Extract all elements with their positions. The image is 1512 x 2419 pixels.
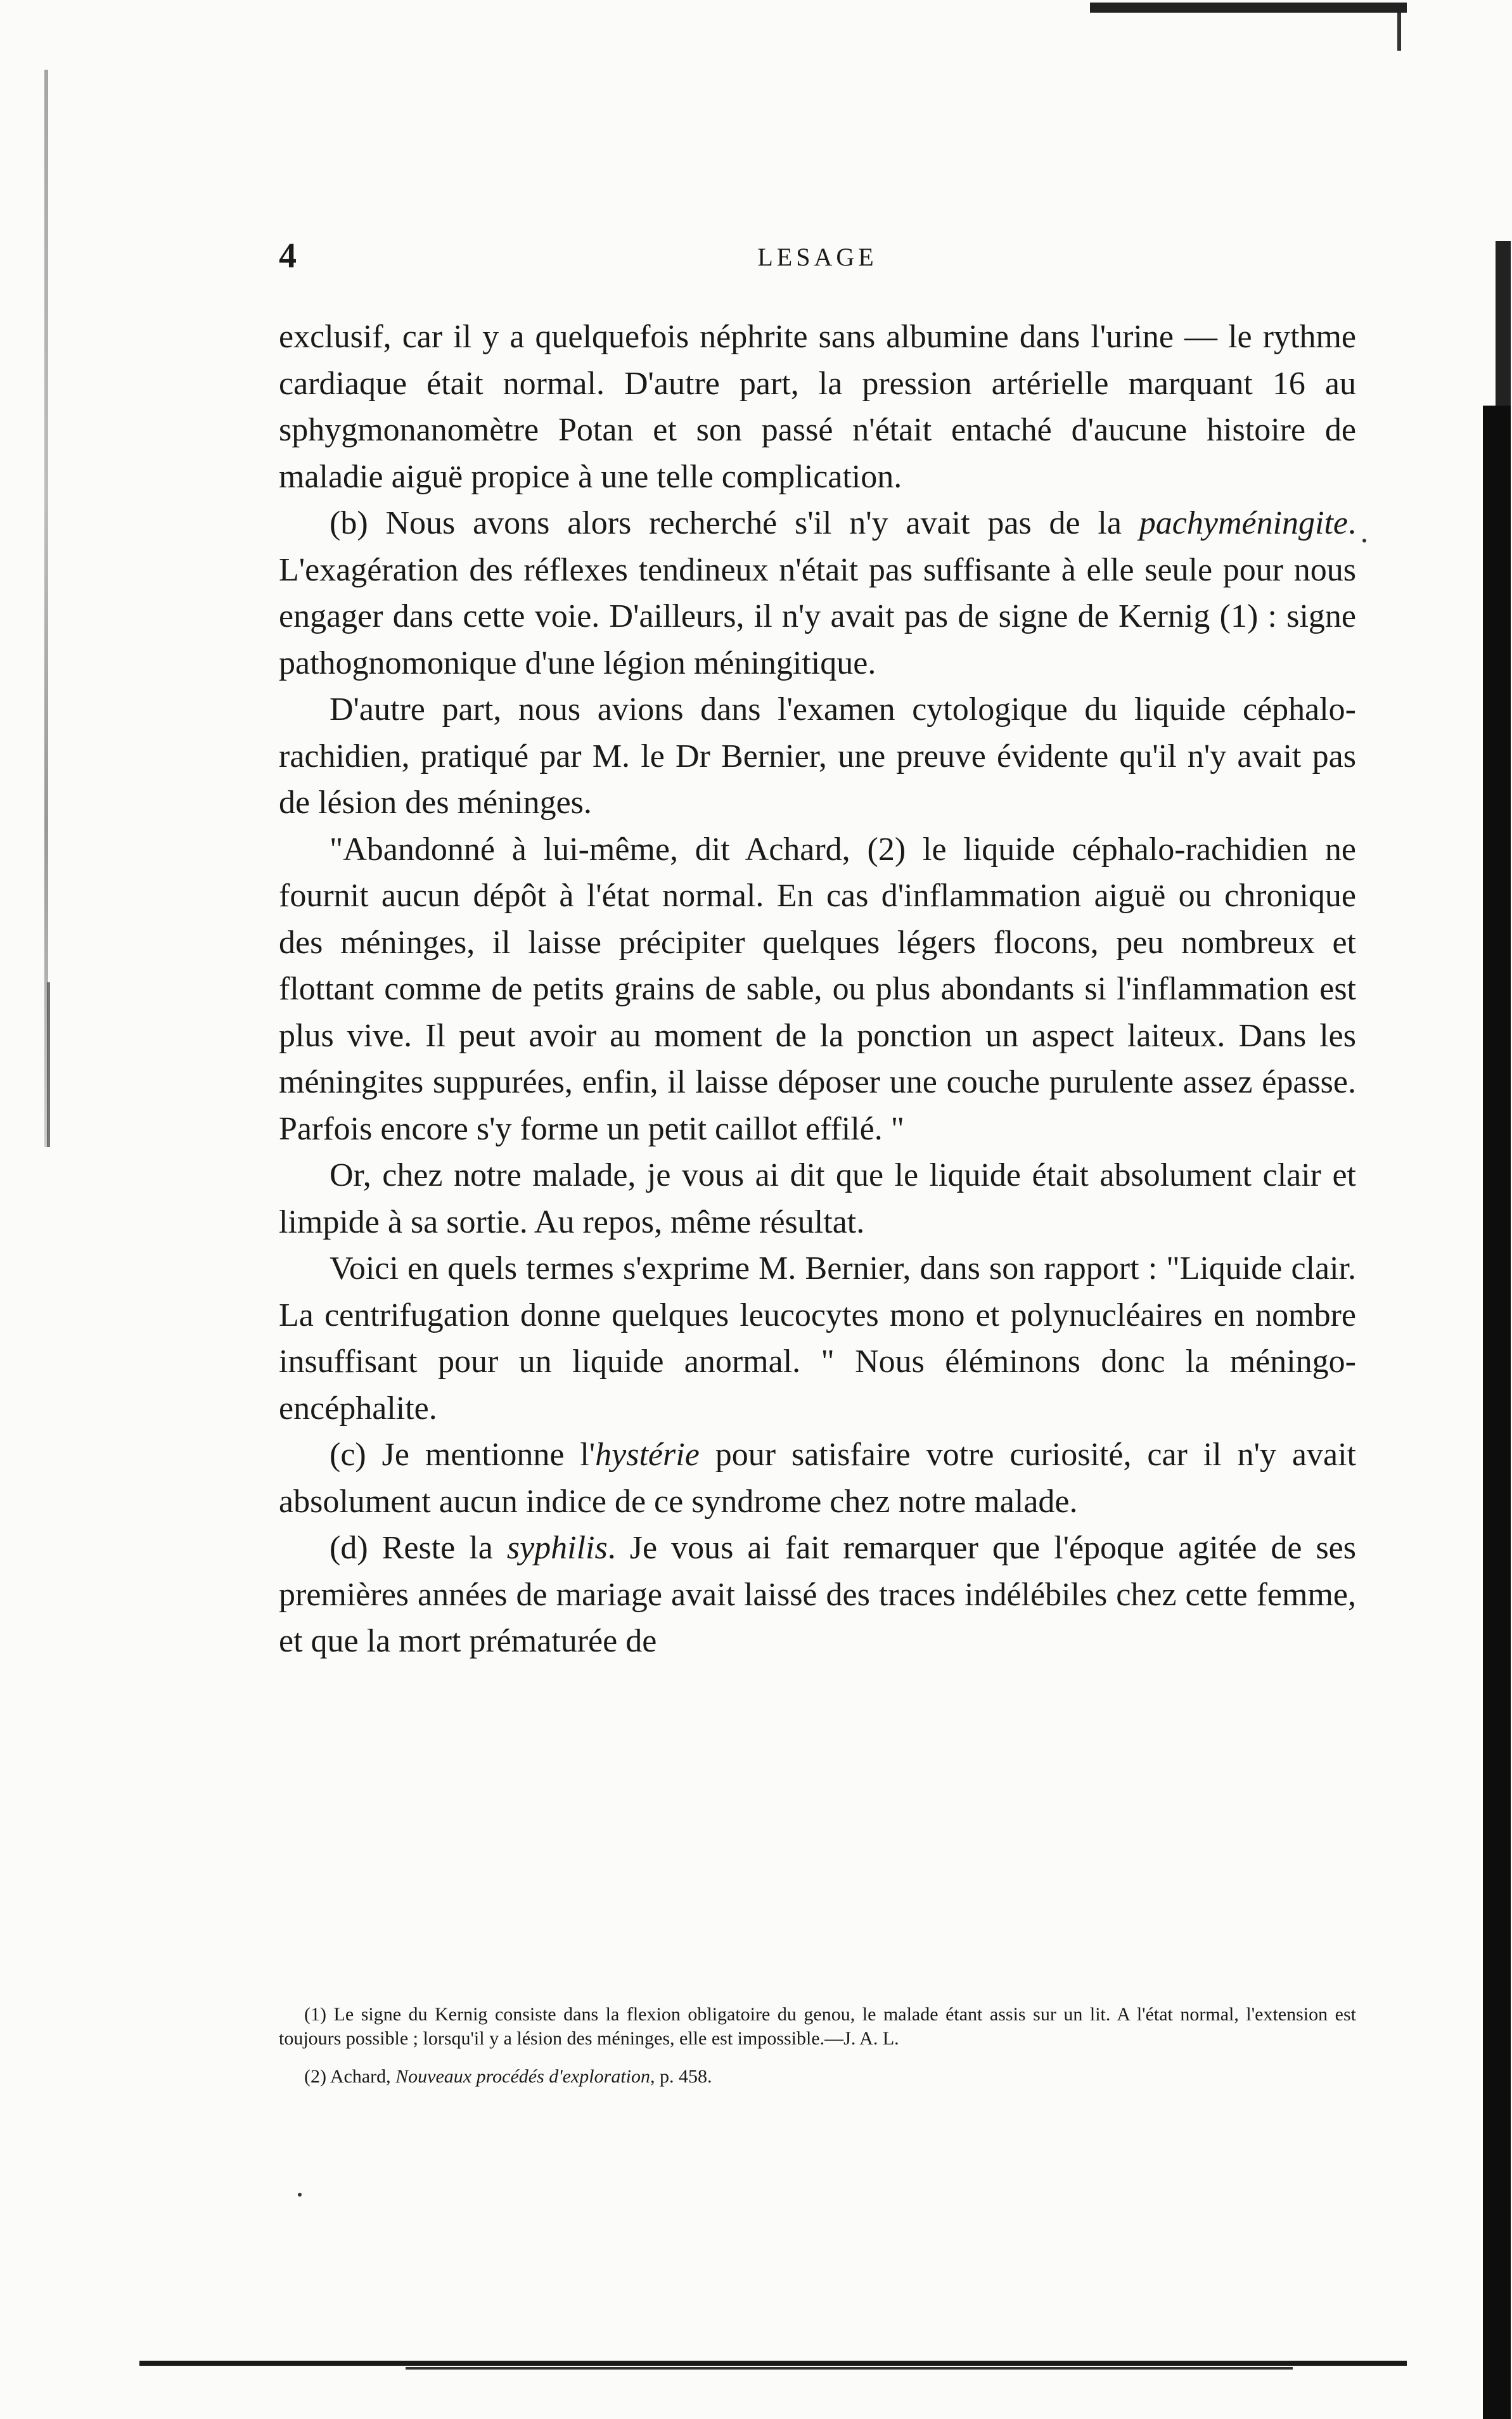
- scan-bottom-rule: [139, 2361, 1407, 2366]
- text-run: Voici en quels termes s'exprime M. Bernier, dans son rapport : "Liquide clair. La centrifugation donne quelques leucocytes mono et polynucléaires en nombre insuffisant pour un liquide anormal. " Nous éléminons donc la méningo-encéphalite.: [279, 1250, 1356, 1427]
- italic-term: pachyméningite: [1139, 505, 1348, 541]
- text-run: , p. 458.: [650, 2066, 712, 2087]
- text-run: pour satisfaire votre curiosité, car il n'y avait absolument aucun indice de ce syndrome chez notre malade.: [279, 1437, 1356, 1520]
- paragraph: [279, 1525, 1356, 1665]
- running-head: LESAGE: [757, 243, 878, 271]
- scan-left-edge-mark: [47, 982, 50, 1147]
- footnote: [279, 2065, 1356, 2089]
- scan-right-edge-top: [1496, 241, 1511, 418]
- italic-term: syphilis: [506, 1530, 608, 1566]
- page-header: [279, 236, 1356, 280]
- text-run: (2) Achard,: [304, 2066, 396, 2087]
- scan-bottom-rule-2: [406, 2367, 1293, 2370]
- text-run: . L'exagération des réflexes tendineux n'était pas suffisante à elle seule pour nous engager dans cette voie. D'ailleurs, il n'y avait pas de signe de Kernig (1) : signe pathognomonique d'une légion méningitique.: [279, 505, 1356, 681]
- scan-speck: [298, 2193, 302, 2197]
- text-run: "Abandonné à lui-même, dit Achard, (2) le liquide céphalo-rachidien ne fournit aucun dépôt à l'état normal. En cas d'inflammation aiguë ou chronique des méninges, il laisse précipiter quelques légers flocons, peu nombreux et flottant comme de petits grains de sable, ou plus abondants si l'inflammation est plus vive. Il peut avoir au moment de la ponction un aspect laiteux. Dans les méningites suppurées, enfin, il laisse déposer une couche purulente assez épasse. Parfois encore s'y forme un petit caillot effilé. ": [279, 831, 1356, 1147]
- text-run: (c) Je mentionne l': [330, 1437, 596, 1473]
- footnote: [279, 2003, 1356, 2051]
- text-run: exclusif, car il y a quelquefois néphrite sans albumine dans l'urine — le rythme cardiaque était normal. D'autre part, la pression artérielle marquant 16 au sphygmonanomètre Potan et son passé n'était entaché d'aucune histoire de maladie aiguë propice à une telle complication.: [279, 319, 1356, 495]
- paragraph: [279, 500, 1356, 686]
- body-text: [279, 314, 1356, 1665]
- scan-top-rule-tick: [1397, 13, 1401, 51]
- paragraph: [279, 826, 1356, 1153]
- scan-right-edge: [1483, 406, 1511, 2419]
- scan-speck: [1362, 539, 1366, 542]
- paragraph: [279, 1152, 1356, 1245]
- scan-top-rule: [1090, 3, 1407, 13]
- page-number: 4: [279, 236, 297, 276]
- italic-term: Nouveaux procédés d'exploration: [395, 2066, 650, 2087]
- text-run: D'autre part, nous avions dans l'examen cytologique du liquide céphalo-rachidien, pratiqué par M. le Dr Bernier, une preuve évidente qu'il n'y avait pas de lésion des méninges.: [279, 691, 1356, 821]
- text-run: Or, chez notre malade, je vous ai dit que le liquide était absolument clair et limpide à sa sortie. Au repos, même résultat.: [279, 1157, 1356, 1240]
- paragraph: [279, 686, 1356, 826]
- footnotes: [279, 2003, 1356, 2103]
- text-run: (b) Nous avons alors recherché s'il n'y avait pas de la: [330, 505, 1139, 541]
- text-run: (d) Reste la: [330, 1530, 507, 1566]
- paragraph: [279, 1432, 1356, 1525]
- italic-term: hystérie: [595, 1437, 700, 1473]
- paragraph: [279, 1245, 1356, 1432]
- text-run: . Je vous ai fait remarquer que l'époque agitée de ses premières années de mariage avait laissé des traces indélébiles chez cette femme, et que la mort prématurée de: [279, 1530, 1356, 1659]
- text-run: (1) Le signe du Kernig consiste dans la flexion obligatoire du genou, le malade étant assis sur un lit. A l'état normal, l'extension est toujours possible ; lorsqu'il y a lésion des méninges, elle est impossible.—J. A. L.: [279, 2004, 1356, 2049]
- paragraph: [279, 314, 1356, 500]
